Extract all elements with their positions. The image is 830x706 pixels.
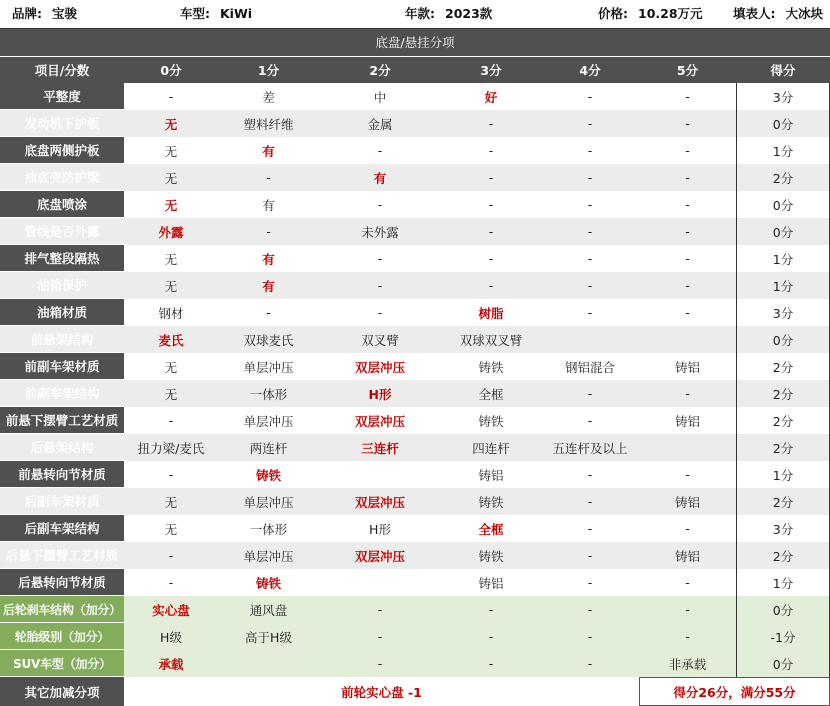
row-label: 油箱材质 bbox=[0, 299, 124, 326]
option-cell: - bbox=[541, 596, 639, 623]
row-label: 油底壳防护梁 bbox=[0, 164, 124, 191]
score-cell: 1分 bbox=[736, 245, 830, 272]
table-row bbox=[0, 272, 830, 299]
row-label: 底盘两侧护板 bbox=[0, 137, 124, 164]
selected-option-cell: 有 bbox=[319, 164, 441, 191]
option-cell: - bbox=[441, 272, 541, 299]
option-cell: 无 bbox=[124, 353, 218, 380]
option-cell: - bbox=[639, 110, 736, 137]
row-label: 前副车架结构 bbox=[0, 380, 124, 407]
option-cell: - bbox=[441, 137, 541, 164]
column-header-item: 项目/分数 bbox=[34, 63, 90, 78]
selected-option-cell: 实心盘 bbox=[124, 596, 218, 623]
option-cell: - bbox=[541, 380, 639, 407]
vehicle-info-bar bbox=[0, 0, 830, 29]
row-label: 后副车架材质 bbox=[0, 488, 124, 515]
option-cell: 双叉臂 bbox=[319, 326, 441, 353]
price-value: 10.28万元 bbox=[638, 6, 703, 21]
option-cell: - bbox=[441, 191, 541, 218]
row-label: SUV车型（加分） bbox=[0, 650, 124, 677]
option-cell: 高于H级 bbox=[218, 623, 319, 650]
option-cell: 单层冲压 bbox=[218, 353, 319, 380]
option-cell: - bbox=[639, 164, 736, 191]
score-cell: 3分 bbox=[736, 299, 830, 326]
price-info bbox=[598, 0, 703, 28]
option-cell: - bbox=[319, 299, 441, 326]
option-cell: - bbox=[124, 461, 218, 488]
option-cell: - bbox=[541, 623, 639, 650]
option-cell: - bbox=[319, 272, 441, 299]
row-label: 后副车架结构 bbox=[0, 515, 124, 542]
option-cell: - bbox=[319, 650, 441, 677]
total-score-box: 得分26分，满分55分 bbox=[639, 677, 830, 706]
option-cell: 无 bbox=[124, 164, 218, 191]
footer-label: 其它加减分项 bbox=[0, 677, 124, 706]
option-cell: - bbox=[639, 569, 736, 596]
option-cell: - bbox=[541, 110, 639, 137]
option-cell: - bbox=[541, 542, 639, 569]
option-cell: - bbox=[124, 542, 218, 569]
row-label: 后悬下摆臂工艺材质 bbox=[0, 542, 124, 569]
score-cell: -1分 bbox=[736, 623, 830, 650]
option-cell: 铸铝 bbox=[639, 542, 736, 569]
score-cell: 1分 bbox=[736, 569, 830, 596]
option-cell: - bbox=[639, 623, 736, 650]
option-cell: - bbox=[639, 245, 736, 272]
option-cell: 扭力梁/麦氏 bbox=[124, 434, 218, 461]
table-body bbox=[0, 83, 830, 677]
row-label: 油箱保护 bbox=[0, 272, 124, 299]
option-cell: - bbox=[319, 191, 441, 218]
option-cell: - bbox=[541, 515, 639, 542]
score-cell: 3分 bbox=[736, 515, 830, 542]
selected-option-cell: 有 bbox=[218, 272, 319, 299]
row-label: 后悬架结构 bbox=[0, 434, 124, 461]
option-cell: - bbox=[541, 650, 639, 677]
score-cell: 0分 bbox=[736, 650, 830, 677]
table-row bbox=[0, 434, 830, 461]
selected-option-cell: 外露 bbox=[124, 218, 218, 245]
option-cell: - bbox=[541, 569, 639, 596]
table-row bbox=[0, 596, 830, 623]
option-cell: 差 bbox=[218, 83, 319, 110]
table-row bbox=[0, 650, 830, 677]
option-cell: 未外露 bbox=[319, 218, 441, 245]
table-row bbox=[0, 515, 830, 542]
option-cell: - bbox=[639, 191, 736, 218]
option-cell bbox=[319, 569, 441, 596]
author-info bbox=[733, 0, 823, 28]
row-label: 前悬下摆臂工艺材质 bbox=[0, 407, 124, 434]
row-label: 排气整段隔热 bbox=[0, 245, 124, 272]
selected-option-cell: 全框 bbox=[441, 515, 541, 542]
option-cell: H级 bbox=[124, 623, 218, 650]
price-label: 价格: bbox=[598, 6, 628, 21]
option-cell: 一体形 bbox=[218, 380, 319, 407]
table-row bbox=[0, 461, 830, 488]
score-cell: 1分 bbox=[736, 461, 830, 488]
option-cell: - bbox=[441, 245, 541, 272]
score-cell: 2分 bbox=[736, 542, 830, 569]
brand-info bbox=[12, 0, 77, 28]
option-cell: - bbox=[541, 83, 639, 110]
year-label: 年款: bbox=[405, 6, 435, 21]
option-cell: - bbox=[441, 596, 541, 623]
table-row bbox=[0, 137, 830, 164]
score-cell: 0分 bbox=[736, 326, 830, 353]
table-row bbox=[0, 164, 830, 191]
option-cell bbox=[541, 326, 639, 353]
row-label: 平整度 bbox=[0, 83, 124, 110]
option-cell: 四连杆 bbox=[441, 434, 541, 461]
option-cell: - bbox=[124, 83, 218, 110]
option-cell bbox=[639, 326, 736, 353]
table-row bbox=[0, 245, 830, 272]
option-cell: 单层冲压 bbox=[218, 407, 319, 434]
score-cell: 0分 bbox=[736, 596, 830, 623]
selected-option-cell: 无 bbox=[124, 191, 218, 218]
row-label: 后轮刹车结构（加分） bbox=[0, 596, 124, 623]
option-cell: - bbox=[319, 137, 441, 164]
year-value: 2023款 bbox=[445, 6, 493, 21]
option-cell: H形 bbox=[319, 515, 441, 542]
option-cell: - bbox=[541, 137, 639, 164]
column-header-total: 得分 bbox=[770, 63, 796, 78]
year-info bbox=[405, 0, 492, 28]
option-cell: - bbox=[441, 218, 541, 245]
model-label: 车型: bbox=[180, 6, 210, 21]
footer-row bbox=[0, 677, 830, 706]
score-cell: 0分 bbox=[736, 191, 830, 218]
score-cell: 1分 bbox=[736, 272, 830, 299]
row-label: 发动机下护板 bbox=[0, 110, 124, 137]
table-row bbox=[0, 353, 830, 380]
option-cell: 有 bbox=[218, 191, 319, 218]
option-cell: 通风盘 bbox=[218, 596, 319, 623]
option-cell: 金属 bbox=[319, 110, 441, 137]
option-cell: 无 bbox=[124, 488, 218, 515]
option-cell: 中 bbox=[319, 83, 441, 110]
option-cell: - bbox=[541, 461, 639, 488]
adjustment-note: 前轮实心盘 -1 bbox=[124, 677, 639, 706]
table-row bbox=[0, 542, 830, 569]
author-value: 大冰块 bbox=[785, 6, 824, 21]
score-cell: 0分 bbox=[736, 110, 830, 137]
selected-option-cell: 铸铁 bbox=[218, 569, 319, 596]
selected-option-cell: 有 bbox=[218, 245, 319, 272]
option-cell: 铸铁 bbox=[441, 542, 541, 569]
option-cell: 铸铝 bbox=[441, 569, 541, 596]
table-row bbox=[0, 191, 830, 218]
option-cell: - bbox=[441, 110, 541, 137]
table-row bbox=[0, 299, 830, 326]
option-cell: - bbox=[124, 407, 218, 434]
selected-option-cell: 双层冲压 bbox=[319, 407, 441, 434]
option-cell: - bbox=[124, 569, 218, 596]
selected-option-cell: 双层冲压 bbox=[319, 353, 441, 380]
table-row bbox=[0, 83, 830, 110]
option-cell bbox=[639, 434, 736, 461]
option-cell: - bbox=[639, 461, 736, 488]
option-cell: 无 bbox=[124, 515, 218, 542]
column-header-score-1: 1分 bbox=[257, 63, 280, 78]
model-value: KiWi bbox=[220, 6, 253, 21]
option-cell: - bbox=[541, 272, 639, 299]
option-cell: 非承载 bbox=[639, 650, 736, 677]
option-cell: - bbox=[541, 218, 639, 245]
option-cell: 铸铝 bbox=[639, 353, 736, 380]
option-cell: - bbox=[639, 515, 736, 542]
score-cell: 2分 bbox=[736, 353, 830, 380]
option-cell: 双球麦氏 bbox=[218, 326, 319, 353]
option-cell: - bbox=[541, 191, 639, 218]
table-row bbox=[0, 488, 830, 515]
column-header-score-0: 0分 bbox=[160, 63, 182, 78]
table-row bbox=[0, 326, 830, 353]
row-label: 底盘喷涂 bbox=[0, 191, 124, 218]
option-cell bbox=[218, 650, 319, 677]
selected-option-cell: 三连杆 bbox=[319, 434, 441, 461]
selected-option-cell: 双层冲压 bbox=[319, 488, 441, 515]
score-cell: 2分 bbox=[736, 380, 830, 407]
selected-option-cell: 树脂 bbox=[441, 299, 541, 326]
option-cell: 五连杆及以上 bbox=[541, 434, 639, 461]
selected-option-cell: 有 bbox=[218, 137, 319, 164]
option-cell: - bbox=[541, 164, 639, 191]
table-row bbox=[0, 110, 830, 137]
selected-option-cell: H形 bbox=[319, 380, 441, 407]
selected-option-cell: 麦氏 bbox=[124, 326, 218, 353]
option-cell: - bbox=[541, 488, 639, 515]
score-cell: 2分 bbox=[736, 488, 830, 515]
author-label: 填表人: bbox=[733, 6, 776, 21]
column-header-score-4: 4分 bbox=[579, 63, 601, 78]
selected-option-cell: 铸铁 bbox=[218, 461, 319, 488]
selected-option-cell: 双层冲压 bbox=[319, 542, 441, 569]
option-cell: - bbox=[639, 137, 736, 164]
option-cell: - bbox=[541, 245, 639, 272]
model-info bbox=[180, 0, 252, 28]
option-cell: - bbox=[319, 623, 441, 650]
option-cell: 无 bbox=[124, 245, 218, 272]
option-cell: 全框 bbox=[441, 380, 541, 407]
row-label: 管线是否外露 bbox=[0, 218, 124, 245]
row-label: 后悬转向节材质 bbox=[0, 569, 124, 596]
table-header-row bbox=[0, 56, 830, 83]
option-cell: 无 bbox=[124, 272, 218, 299]
option-cell: - bbox=[639, 380, 736, 407]
section-title: 底盘/悬挂分项 bbox=[0, 29, 830, 56]
table-row bbox=[0, 218, 830, 245]
score-cell: 2分 bbox=[736, 164, 830, 191]
option-cell: - bbox=[639, 218, 736, 245]
option-cell: - bbox=[441, 650, 541, 677]
option-cell: 铸铁 bbox=[441, 353, 541, 380]
option-cell: 钢铝混合 bbox=[541, 353, 639, 380]
option-cell: 单层冲压 bbox=[218, 488, 319, 515]
column-header-score-2: 2分 bbox=[369, 63, 391, 78]
option-cell: - bbox=[319, 596, 441, 623]
option-cell: 钢材 bbox=[124, 299, 218, 326]
row-label: 前副车架材质 bbox=[0, 353, 124, 380]
option-cell: 一体形 bbox=[218, 515, 319, 542]
column-header-score-3: 3分 bbox=[480, 63, 502, 78]
score-cell: 3分 bbox=[736, 83, 830, 110]
option-cell: - bbox=[639, 596, 736, 623]
selected-option-cell: 好 bbox=[441, 83, 541, 110]
option-cell: 无 bbox=[124, 137, 218, 164]
option-cell: - bbox=[639, 299, 736, 326]
row-label: 轮胎级别（加分） bbox=[0, 623, 124, 650]
option-cell: - bbox=[541, 299, 639, 326]
table-row bbox=[0, 623, 830, 650]
score-cell: 2分 bbox=[736, 434, 830, 461]
score-cell: 1分 bbox=[736, 137, 830, 164]
option-cell: 双球双叉臂 bbox=[441, 326, 541, 353]
option-cell: 铸铝 bbox=[441, 461, 541, 488]
table-row bbox=[0, 569, 830, 596]
option-cell: - bbox=[218, 299, 319, 326]
option-cell: 两连杆 bbox=[218, 434, 319, 461]
option-cell: 单层冲压 bbox=[218, 542, 319, 569]
option-cell: - bbox=[319, 245, 441, 272]
option-cell: 铸铝 bbox=[639, 407, 736, 434]
option-cell: 无 bbox=[124, 380, 218, 407]
option-cell: - bbox=[639, 83, 736, 110]
brand-value: 宝骏 bbox=[52, 6, 78, 21]
option-cell: 铸铝 bbox=[639, 488, 736, 515]
option-cell: - bbox=[218, 218, 319, 245]
row-label: 前悬架结构 bbox=[0, 326, 124, 353]
option-cell: - bbox=[441, 164, 541, 191]
option-cell: - bbox=[441, 623, 541, 650]
option-cell: 铸铁 bbox=[441, 407, 541, 434]
row-label: 前悬转向节材质 bbox=[0, 461, 124, 488]
option-cell bbox=[319, 461, 441, 488]
score-cell: 2分 bbox=[736, 407, 830, 434]
selected-option-cell: 承载 bbox=[124, 650, 218, 677]
table-row bbox=[0, 407, 830, 434]
option-cell: 铸铁 bbox=[441, 488, 541, 515]
option-cell: - bbox=[218, 164, 319, 191]
score-cell: 0分 bbox=[736, 218, 830, 245]
option-cell: 塑料纤维 bbox=[218, 110, 319, 137]
column-header-score-5: 5分 bbox=[676, 63, 699, 78]
table-row bbox=[0, 380, 830, 407]
selected-option-cell: 无 bbox=[124, 110, 218, 137]
brand-label: 品牌: bbox=[12, 6, 42, 21]
option-cell: - bbox=[541, 407, 639, 434]
option-cell: - bbox=[639, 272, 736, 299]
